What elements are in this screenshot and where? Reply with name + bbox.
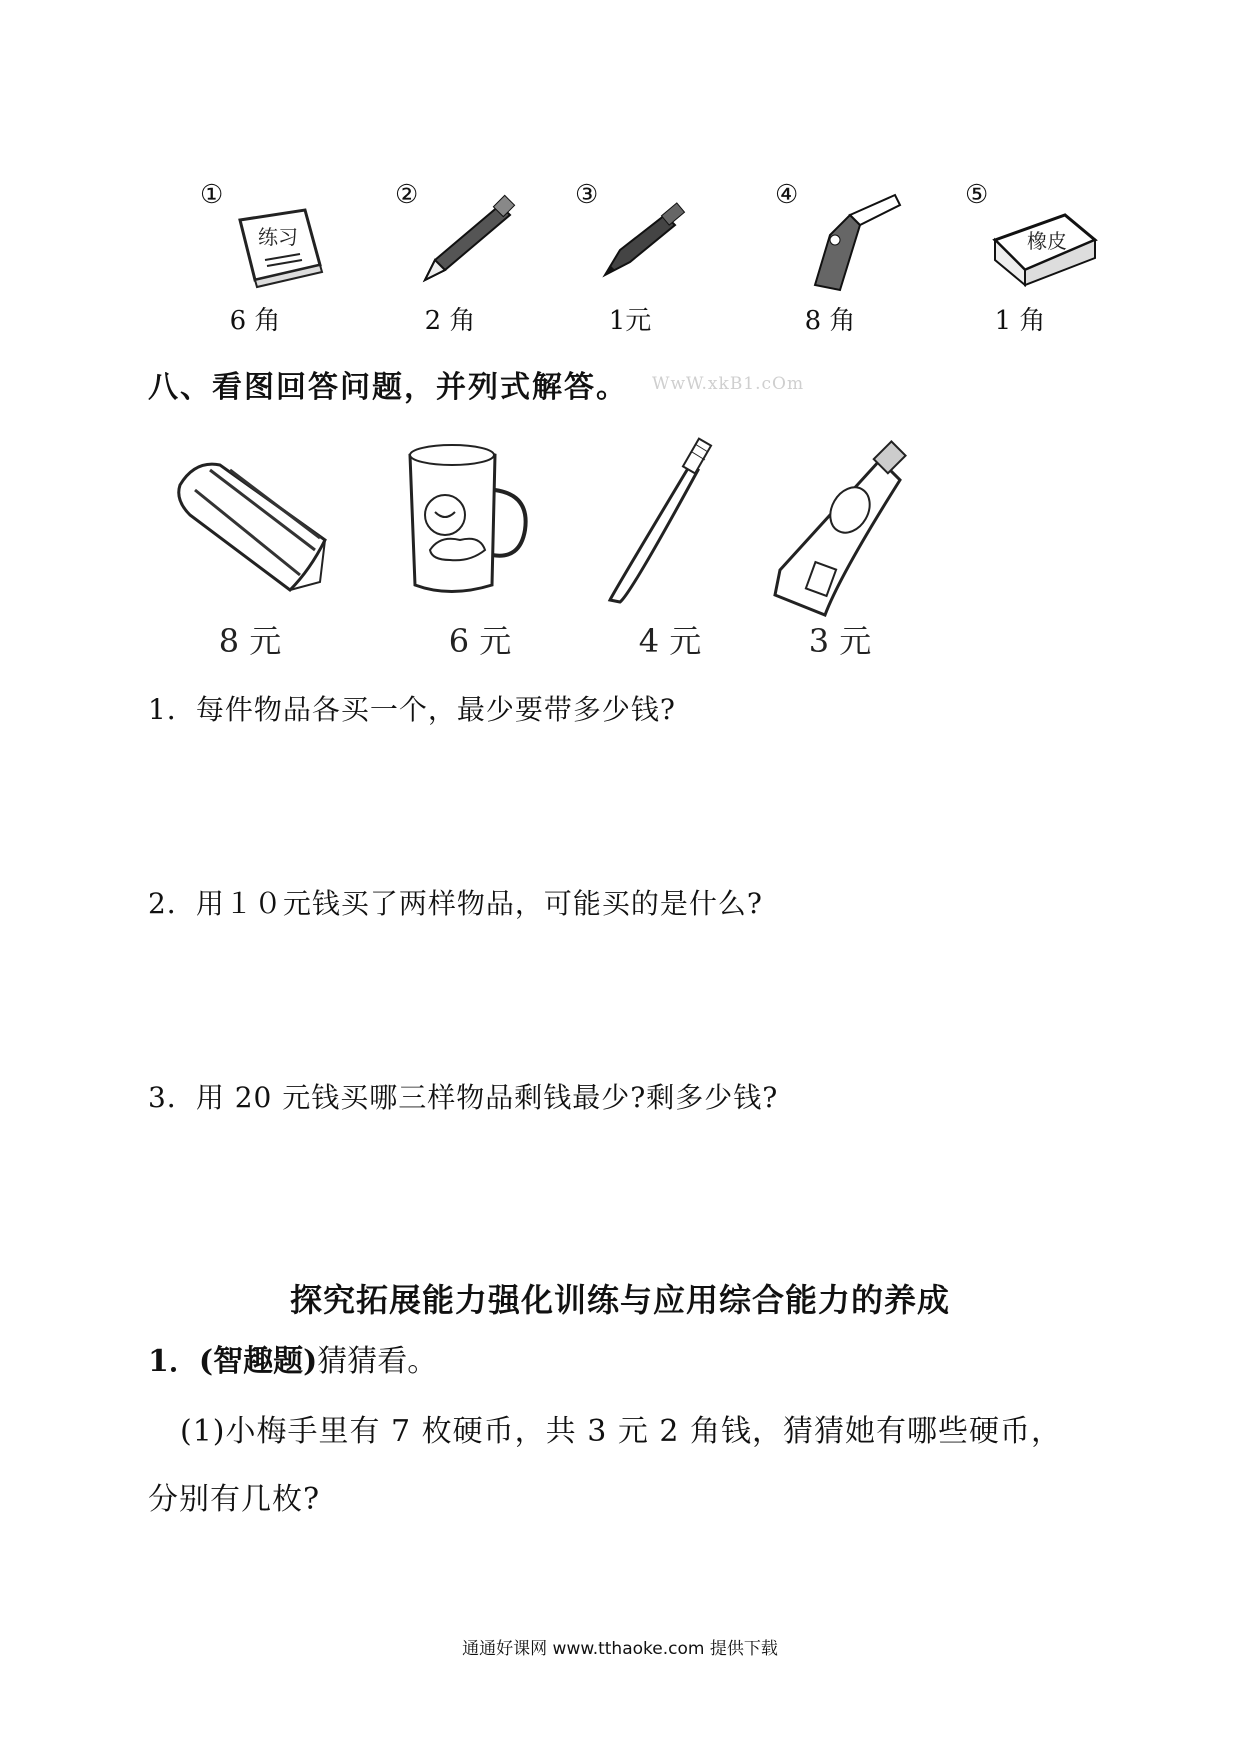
price-label: 3 元 [808, 622, 872, 660]
pen-icon [585, 180, 705, 300]
item-pencil [375, 160, 525, 340]
price-label: 4 元 [638, 622, 702, 660]
eraser-icon [975, 180, 1115, 300]
price-label: 1元 [608, 306, 652, 336]
item-toothpaste [740, 420, 940, 660]
item-number: ④ [775, 180, 799, 210]
price-label: 6 元 [448, 622, 512, 660]
question-1: 1．每件物品各买一个，最少要带多少钱? [148, 693, 676, 726]
extension-title: 探究拓展能力强化训练与应用综合能力的养成 [289, 1281, 950, 1319]
toothpaste-icon [740, 420, 960, 620]
cup-icon [380, 420, 580, 610]
subquestion-line-2: 分别有几枚? [148, 1482, 321, 1517]
price-label: 8 元 [218, 622, 282, 660]
item-number: ③ [575, 180, 599, 210]
subquestion-line-1: (1)小梅手里有 7 枚硬币，共 3 元 2 角钱，猜猜她有哪些硬币， [180, 1414, 1062, 1449]
item-number: ① [200, 180, 224, 210]
pencil-icon [405, 180, 525, 300]
price-label: 1 角 [994, 306, 1046, 336]
pencil-sharpener-icon [785, 180, 905, 300]
item-cup [380, 420, 580, 660]
stationery-items-row [180, 160, 1100, 340]
item-eraser [945, 160, 1095, 340]
item-notebook [180, 160, 330, 340]
watermark: WwW.xkB1.cOm [652, 374, 805, 394]
item-sharpener [755, 160, 905, 340]
notebook-icon [210, 180, 330, 300]
eraser-cover-text: 橡皮 [1027, 229, 1067, 253]
item-pen [555, 160, 705, 340]
problem-tag: (智趣题) [198, 1344, 318, 1379]
page-footer: 通通好课网 www.tthaoke.com 提供下载 [462, 1639, 778, 1659]
item-towel [150, 420, 350, 660]
extension-problem-1 [148, 1336, 437, 1380]
notebook-cover-text: 练习 [258, 225, 298, 249]
towel-icon [150, 420, 350, 610]
price-label: 6 角 [229, 306, 281, 336]
daily-items-row [150, 420, 1080, 660]
problem-number: 1． [148, 1344, 199, 1379]
price-label: 8 角 [804, 306, 856, 336]
price-label: 2 角 [424, 306, 476, 336]
section-title: 八、看图回答问题，并列式解答。 [148, 370, 628, 405]
item-number: ② [395, 180, 419, 210]
question-3: 3．用 20 元钱买哪三样物品剩钱最少?剩多少钱? [148, 1081, 779, 1114]
item-number: ⑤ [965, 180, 989, 210]
question-2: 2．用１０元钱买了两样物品，可能买的是什么? [148, 887, 763, 920]
problem-text: 猜猜看。 [317, 1344, 438, 1379]
